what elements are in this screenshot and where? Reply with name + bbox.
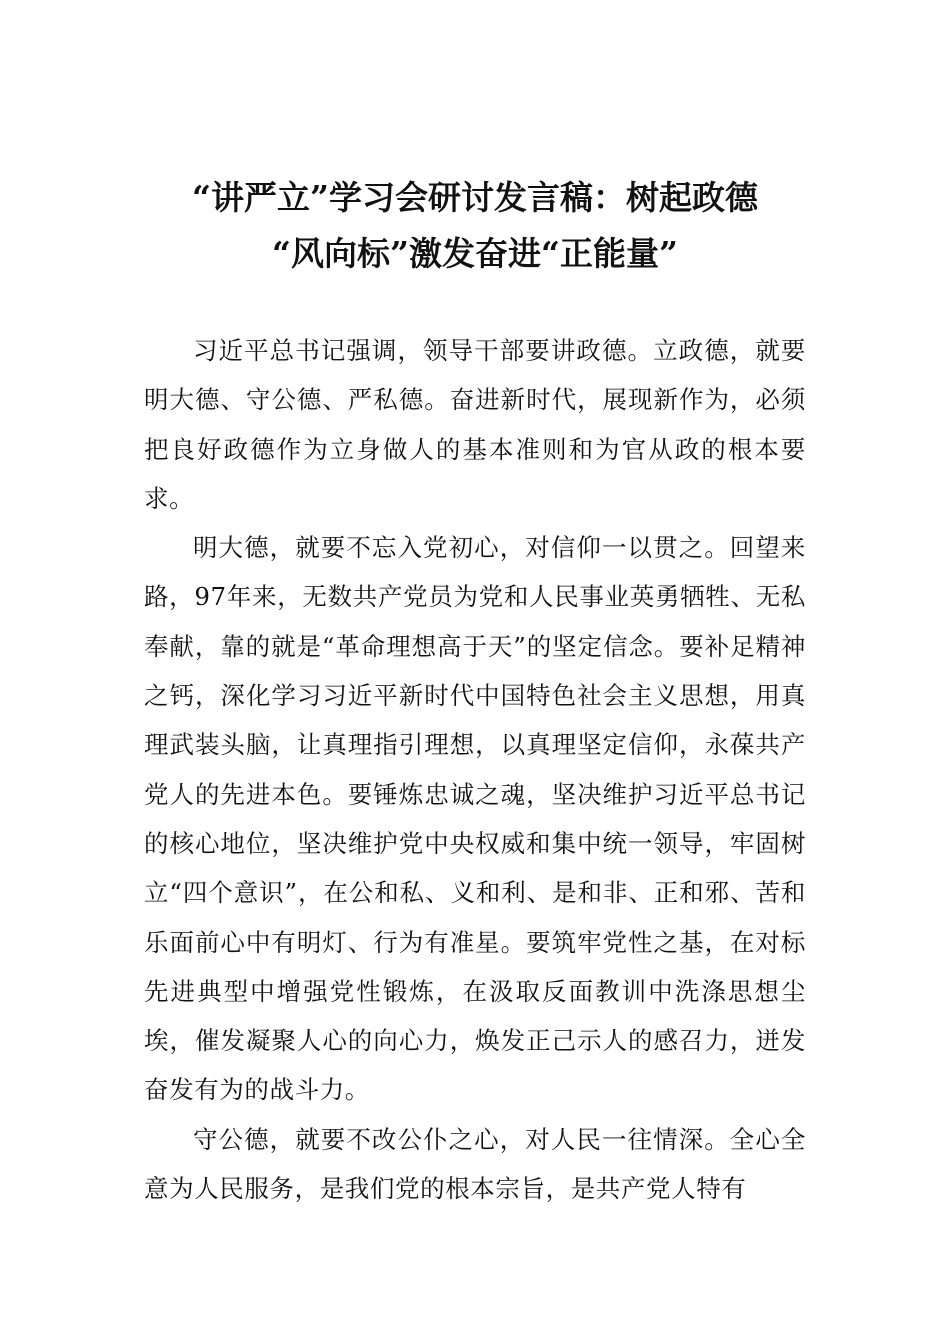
paragraph-intro: 习近平总书记强调，领导干部要讲政德。立政德，就要明大德、守公德、严私德。奋进新时代，展现新作为，必须把良好政德作为立身做人的基本准则和为官从政的根本要求。 (144, 336, 806, 513)
title-line-1: “讲严立”学习会研讨发言稿：树起政德 (192, 178, 758, 217)
document-title (140, 170, 810, 282)
title-line-2: “风向标”激发奋进“正能量” (272, 234, 678, 273)
paragraph-shou-gong-de: 守公德，就要不改公仆之心，对人民一往情深。全心全意为人民服务，是我们党的根本宗旨，是共产党人特有 (144, 1124, 806, 1204)
paragraph-ming-da-de: 明大德，就要不忘入党初心，对信仰一以贯之。回望来路，97年来，无数共产党员为党和人民事业英勇牺牲、无私奉献，靠的就是“革命理想高于天”的坚定信念。要补足精神之钙，深化学习习近平新时代中国特色社会主义思想，用真理武装头脑，让真理指引理想，以真理坚定信仰，永葆共产党人的先进本色。要锤炼忠诚之魂，坚决维护习近平总书记的核心地位，坚决维护党中央权威和集中统一领导，牢固树立“四个意识”，在公和私、义和利、是和非、正和邪、苦和乐面前心中有明灯、行为有准星。要筑牢党性之基，在对标先进典型中增强党性锻炼，在汲取反面教训中洗涤思想尘埃，催发凝聚人心的向心力，焕发正己示人的感召力，迸发奋发有为的战斗力。 (144, 533, 806, 1105)
document-body (144, 326, 806, 1213)
